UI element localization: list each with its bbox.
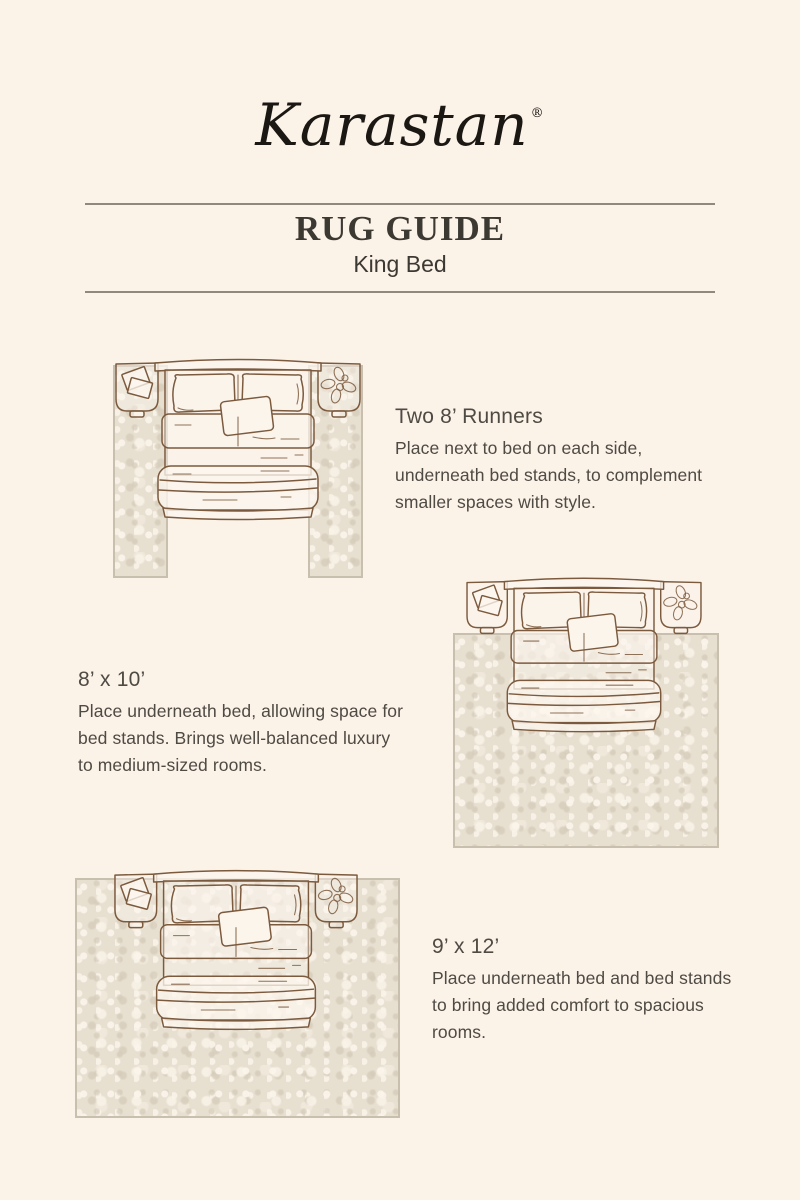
section-body: Place underneath bed, allowing space for bed stands. Brings well-balanced luxury to medium-sized rooms. xyxy=(78,701,404,775)
section-heading: 8’ x 10’ xyxy=(78,668,146,691)
king-bed-illustration-runners xyxy=(113,354,363,524)
section-heading: 9’ x 12’ xyxy=(432,935,500,958)
section-9x12 xyxy=(0,862,800,1124)
page-title: RUG GUIDE xyxy=(294,209,506,248)
page-subtitle: King Bed xyxy=(353,251,447,277)
section-two-runners xyxy=(0,353,800,593)
section-text-8x10 xyxy=(78,665,408,779)
section-text-runners xyxy=(395,402,727,516)
section-heading: Two 8’ Runners xyxy=(395,405,543,428)
divider-top xyxy=(85,203,715,205)
registered-trademark-icon: ® xyxy=(530,106,545,121)
section-body: Place underneath bed and bed stands to bring added comfort to spacious rooms. xyxy=(432,968,732,1042)
king-bed-illustration-9x12 xyxy=(112,865,360,1034)
section-body: Place next to bed on each side, underneath bed stands, to complement smaller spaces with style. xyxy=(395,438,703,512)
king-bed-illustration-8x10 xyxy=(464,573,704,736)
section-8x10 xyxy=(0,570,800,855)
section-text-9x12 xyxy=(432,932,732,1046)
brand-logo xyxy=(0,62,800,166)
divider-bottom xyxy=(85,291,715,293)
brand-logo-text: Karastan xyxy=(255,91,529,159)
